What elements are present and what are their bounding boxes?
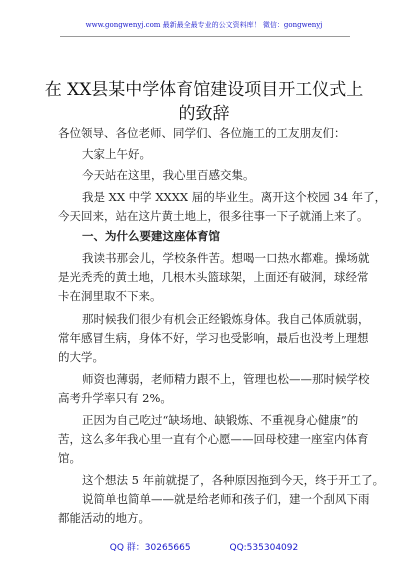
qq-group-text: QQ 群：30265665 <box>109 543 191 553</box>
paragraph: 今天站在这里，我心里百感交集。 <box>82 168 255 182</box>
paragraph-continued: 常年感冒生病，身体不好，学习也受影响，最后也没考上理想 <box>58 331 369 345</box>
paragraph-continued: 今天回来，站在这片黄土地上，很多往事一下子就涌上来了。 <box>58 209 369 223</box>
paragraph-continued: 馆。 <box>58 451 81 465</box>
paragraph: 师资也薄弱，老师精力跟不上，管理也松——那时候学校 <box>82 372 370 386</box>
paragraph: 大家上午好。 <box>82 147 151 161</box>
paragraph-continued: 苦，这么多年我心里一直有个心愿——回母校建一座室内体育 <box>58 432 369 446</box>
paragraph-continued: 卡在洞里取不下来。 <box>58 289 162 303</box>
page-footer <box>0 540 408 553</box>
header-divider <box>60 36 350 37</box>
paragraph: 说简单也简单——就是给老师和孩子们，建一个刮风下雨 <box>82 492 370 506</box>
paragraph: 我读书那会儿，学校条件苦。想喝一口热水都难。操场就 <box>82 251 370 265</box>
salutation: 各位领导、各位老师、同学们、各位施工的工友朋友们： <box>58 126 346 140</box>
document-title-line-2: 的致辞 <box>178 104 230 124</box>
paragraph-continued: 都能活动的地方。 <box>58 511 150 525</box>
paragraph-continued: 是光秃秃的黄土地，几根木头篮球架，上面还有破洞，球经常 <box>58 270 369 284</box>
document-title-line-1: 在 XX县某中学体育馆建设项目开工仪式上 <box>44 80 364 100</box>
paragraph-continued: 高考升学率只有 2%。 <box>58 391 172 405</box>
paragraph: 这个想法 5 年前就提了，各种原因拖到今天，终于开工了。 <box>82 473 385 487</box>
paragraph: 我是 XX 中学 XXXX 届的毕业生。离开这个校园 34 年了， <box>82 190 387 204</box>
paragraph: 正因为自己吃过“缺场地、缺锻炼、不重视身心健康”的 <box>82 413 359 427</box>
site-header: www.gongwenyj.com 最新最全最专业的公文资料库！ 微信：gongwenyj <box>85 21 323 29</box>
section-heading: 一、为什么要建这座体育馆 <box>82 229 220 243</box>
qq-text: QQ:535304092 <box>229 543 299 553</box>
paragraph-continued: 的大学。 <box>58 350 104 364</box>
paragraph: 那时候我们很少有机会正经锻炼身体。我自己体质就弱， <box>82 312 370 326</box>
